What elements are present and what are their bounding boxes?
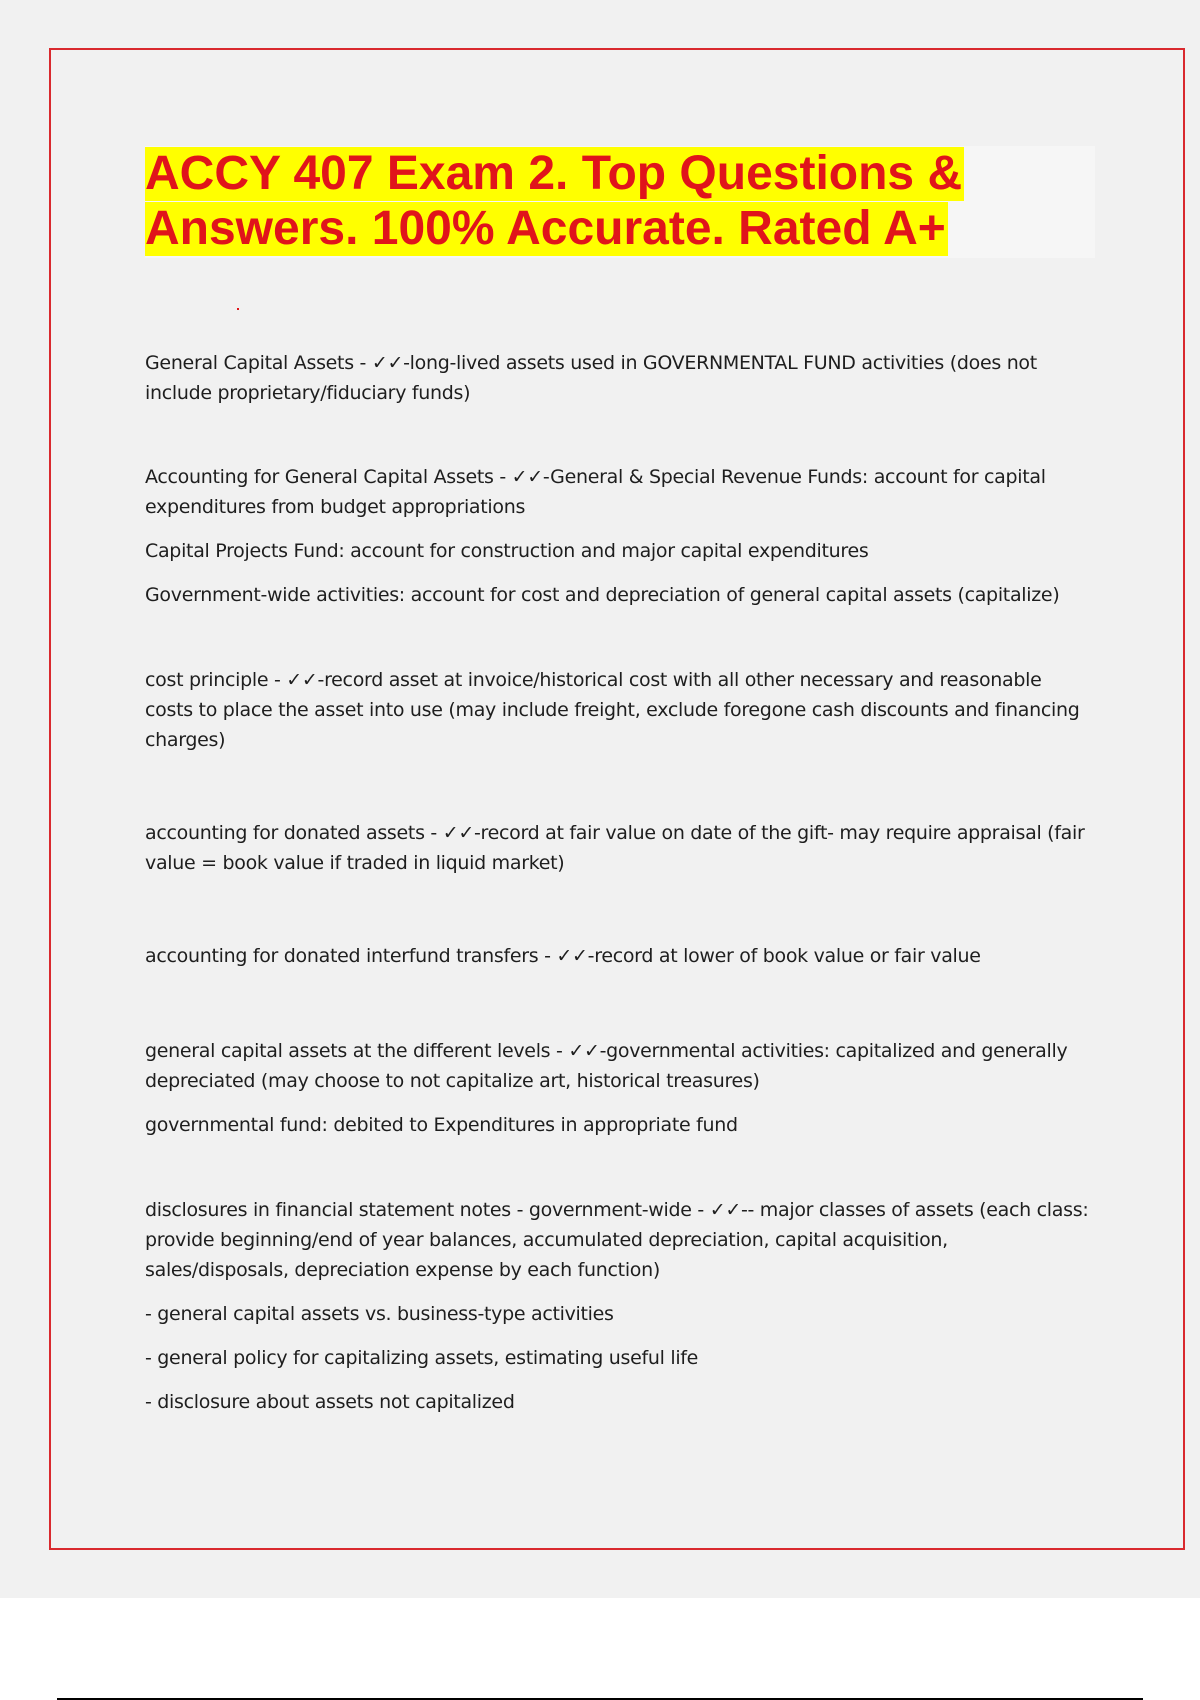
qa-followup: - general capital assets vs. business-type activities	[145, 1303, 614, 1325]
title-line-1: ACCY 407 Exam 2. Top Questions &	[145, 147, 963, 200]
qa-entry	[145, 348, 1095, 408]
qa-text: cost principle - ✓✓-record asset at invoice/historical cost with all other necessary and reasonable costs to place the asset into use (may include freight, exclude foregone cash discounts and financing charges)	[145, 669, 1080, 751]
qa-entry	[145, 941, 1095, 971]
check-marks: ✓✓	[442, 822, 474, 844]
check-marks: ✓✓	[568, 1040, 600, 1062]
qa-text: disclosures in financial statement notes - government-wide - ✓✓-- major classes of assets (each class: provide beginning/end of year balances, accumulated depreciation, capital acquisition, sales/disposals, depreciation expense by each function)	[145, 1199, 1089, 1281]
check-marks: ✓✓	[371, 352, 404, 374]
qa-answer: -record asset at invoice/historical cost with all other necessary and reasonable costs to place the asset into use (may include freight, exclude foregone cash discounts and financing charges)	[145, 669, 1080, 751]
qa-text: accounting for donated interfund transfers - ✓✓-record at lower of book value or fair value	[145, 945, 981, 967]
qa-entry	[145, 1195, 1095, 1417]
qa-followup: Capital Projects Fund: account for construction and major capital expenditures	[145, 540, 869, 562]
stray-mark	[237, 308, 239, 310]
qa-answer: -long-lived assets used in GOVERNMENTAL FUND activities (does not include proprietary/fiduciary funds)	[145, 352, 1037, 404]
check-marks: ✓✓	[709, 1199, 741, 1221]
qa-followup: - general policy for capitalizing assets, estimating useful life	[145, 1347, 699, 1369]
qa-entry	[145, 818, 1095, 878]
qa-list	[145, 348, 1095, 1417]
title-line-2: Answers. 100% Accurate. Rated A+	[145, 202, 946, 255]
qa-entry	[145, 462, 1095, 610]
qa-term: disclosures in financial statement notes - government-wide	[145, 1199, 692, 1221]
qa-term: general capital assets at the different levels	[145, 1040, 551, 1062]
qa-answer: -governmental activities: capitalized and generally depreciated (may choose to not capitalize art, historical treasures)	[145, 1040, 1068, 1092]
qa-answer: -record at fair value on date of the gift- may require appraisal (fair value = book value if traded in liquid market)	[145, 822, 1085, 874]
qa-text: Accounting for General Capital Assets - ✓✓-General & Special Revenue Funds: account for capital expenditures from budget appropriations	[145, 466, 1046, 518]
qa-answer: -General & Special Revenue Funds: account for capital expenditures from budget appropriations	[145, 466, 1046, 518]
document-title	[145, 146, 1095, 256]
check-marks: ✓✓	[511, 466, 543, 488]
qa-text: General Capital Assets - ✓✓-long-lived assets used in GOVERNMENTAL FUND activities (does not include proprietary/fiduciary funds)	[145, 352, 1037, 404]
qa-entry	[145, 1036, 1095, 1140]
qa-answer: -- major classes of assets (each class: provide beginning/end of year balances, accumulated depreciation, capital acquisition, sales/disposals, depreciation expense by each function)	[145, 1199, 1089, 1281]
qa-text: general capital assets at the different levels - ✓✓-governmental activities: capitalized and generally depreciated (may choose to not capitalize art, historical treasures)	[145, 1040, 1068, 1092]
check-marks: ✓✓	[556, 945, 588, 967]
qa-term: accounting for donated interfund transfers	[145, 945, 539, 967]
qa-entry	[145, 665, 1095, 755]
qa-followup: - disclosure about assets not capitalized	[145, 1391, 515, 1413]
qa-term: Accounting for General Capital Assets	[145, 466, 494, 488]
qa-term: accounting for donated assets	[145, 822, 425, 844]
qa-term: General Capital Assets	[145, 352, 354, 374]
title-block	[145, 146, 1095, 258]
qa-followup: Government-wide activities: account for cost and depreciation of general capital assets (capitalize)	[145, 584, 1060, 606]
check-marks: ✓✓	[286, 669, 318, 691]
qa-term: cost principle	[145, 669, 269, 691]
qa-answer: -record at lower of book value or fair value	[587, 945, 981, 967]
qa-followup: governmental fund: debited to Expenditures in appropriate fund	[145, 1114, 738, 1136]
qa-text: accounting for donated assets - ✓✓-record at fair value on date of the gift- may require appraisal (fair value = book value if traded in liquid market)	[145, 822, 1085, 874]
